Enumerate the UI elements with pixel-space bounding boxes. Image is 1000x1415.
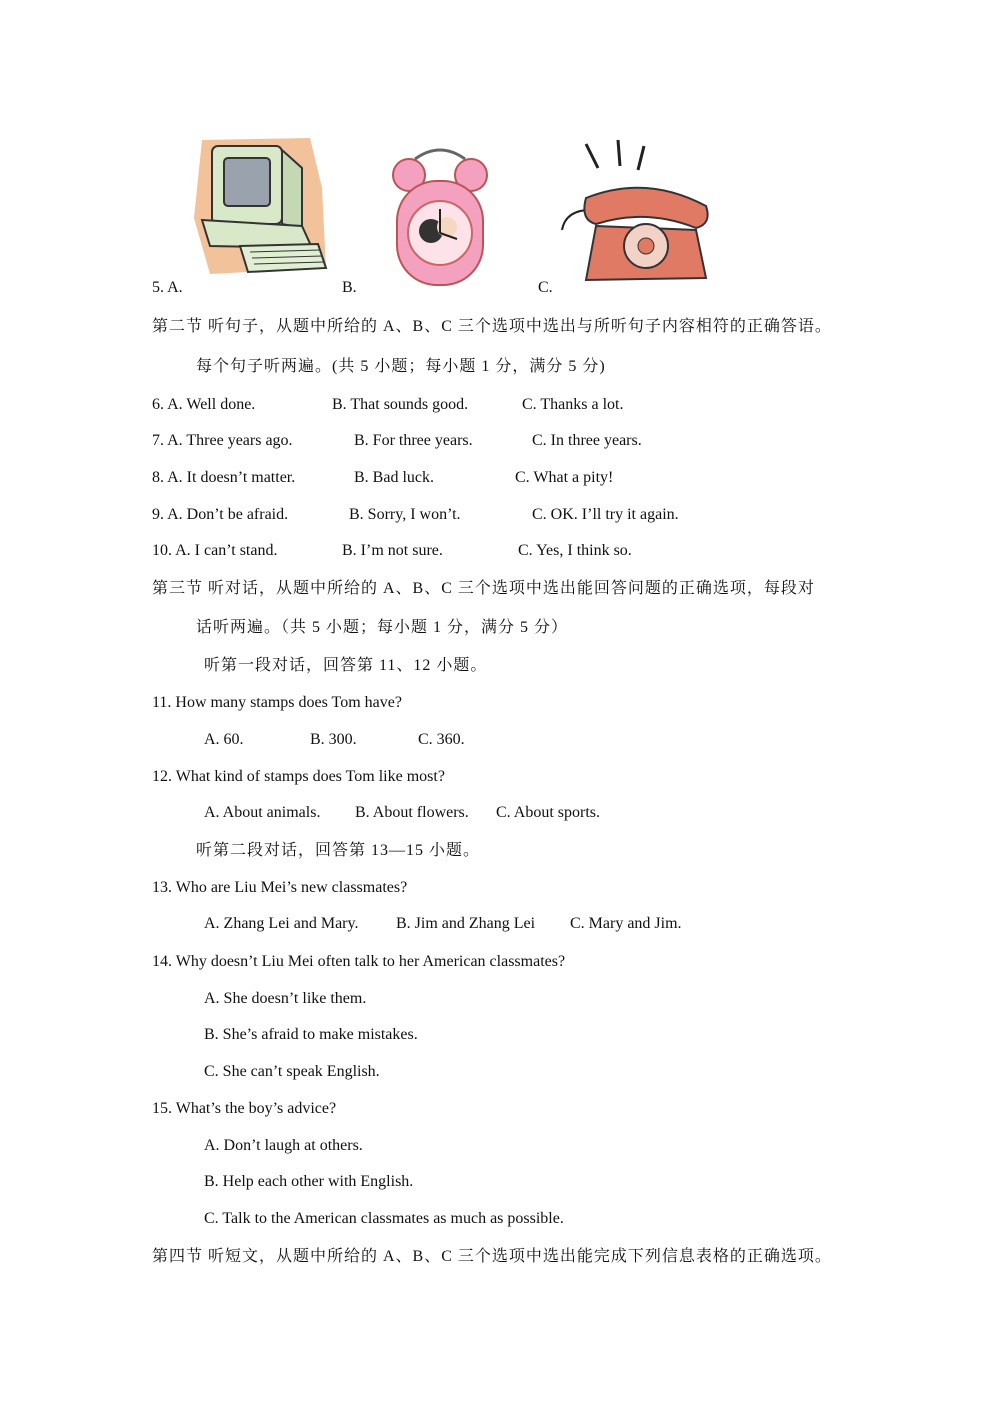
q6-option-c: C. Thanks a lot. [522,396,624,413]
section3-heading: 第三节 听对话，从题中所给的 A、B、C 三个选项中选出能回答问题的正确选项，每段对 [152,580,815,597]
q13-question: 13. Who are Liu Mei’s new classmates? [152,879,408,896]
q5-option-b: B. [342,279,357,296]
q5-label: 5. A. [152,279,183,296]
q11-option-b: B. 300. [310,731,357,748]
q8-option-b: B. Bad luck. [354,469,434,486]
q6-option-b: B. That sounds good. [332,396,469,413]
section3-dialog1: 听第一段对话，回答第 11、12 小题。 [204,657,488,674]
q10-option-b: B. I’m not sure. [342,542,443,559]
q12-option-a: A. About animals. [204,804,321,821]
q6-option-a: 6. A. Well done. [152,396,256,413]
section2-heading: 第二节 听句子，从题中所给的 A、B、C 三个选项中选出与所听句子内容相符的正确答语。 [152,318,832,335]
q7-option-b: B. For three years. [354,432,473,449]
q11-option-c: C. 360. [418,731,465,748]
q13-option-b: B. Jim and Zhang Lei [396,915,536,932]
q5-option-c: C. [538,279,553,296]
q9-option-c: C. OK. I’ll try it again. [532,506,679,523]
q15-option-b: B. Help each other with English. [204,1173,414,1190]
q11-question: 11. How many stamps does Tom have? [152,694,402,711]
telephone-picture [556,138,716,293]
q10-option-a: 10. A. I can’t stand. [152,542,278,559]
q7-option-c: C. In three years. [532,432,642,449]
q7-option-a: 7. A. Three years ago. [152,432,293,449]
section4-heading: 第四节 听短文，从题中所给的 A、B、C 三个选项中选出能完成下列信息表格的正确选项。 [152,1248,832,1265]
q13-option-c: C. Mary and Jim. [570,915,682,932]
q14-option-c: C. She can’t speak English. [204,1063,380,1080]
q10-option-c: C. Yes, I think so. [518,542,632,559]
section3-dialog2: 听第二段对话，回答第 13—15 小题。 [196,842,481,859]
q15-option-a: A. Don’t laugh at others. [204,1137,363,1154]
q9-option-a: 9. A. Don’t be afraid. [152,506,289,523]
computer-picture [190,128,330,278]
section2-subheading: 每个句子听两遍。(共 5 小题；每小题 1 分，满分 5 分) [196,358,606,375]
q8-option-a: 8. A. It doesn’t matter. [152,469,296,486]
q12-question: 12. What kind of stamps does Tom like most? [152,768,445,785]
q14-option-b: B. She’s afraid to make mistakes. [204,1026,418,1043]
alarm-clock-picture [385,145,495,290]
q8-option-c: C. What a pity! [515,469,614,486]
q14-question: 14. Why doesn’t Liu Mei often talk to her American classmates? [152,953,566,970]
q12-option-c: C. About sports. [496,804,601,821]
q15-question: 15. What’s the boy’s advice? [152,1100,337,1117]
q14-option-a: A. She doesn’t like them. [204,990,367,1007]
q11-option-a: A. 60. [204,731,244,748]
q15-option-c: C. Talk to the American classmates as much as possible. [204,1210,564,1227]
q13-option-a: A. Zhang Lei and Mary. [204,915,359,932]
q12-option-b: B. About flowers. [355,804,469,821]
q9-option-b: B. Sorry, I won’t. [349,506,461,523]
section3-heading-cont: 话听两遍。（共 5 小题；每小题 1 分，满分 5 分） [196,619,569,636]
